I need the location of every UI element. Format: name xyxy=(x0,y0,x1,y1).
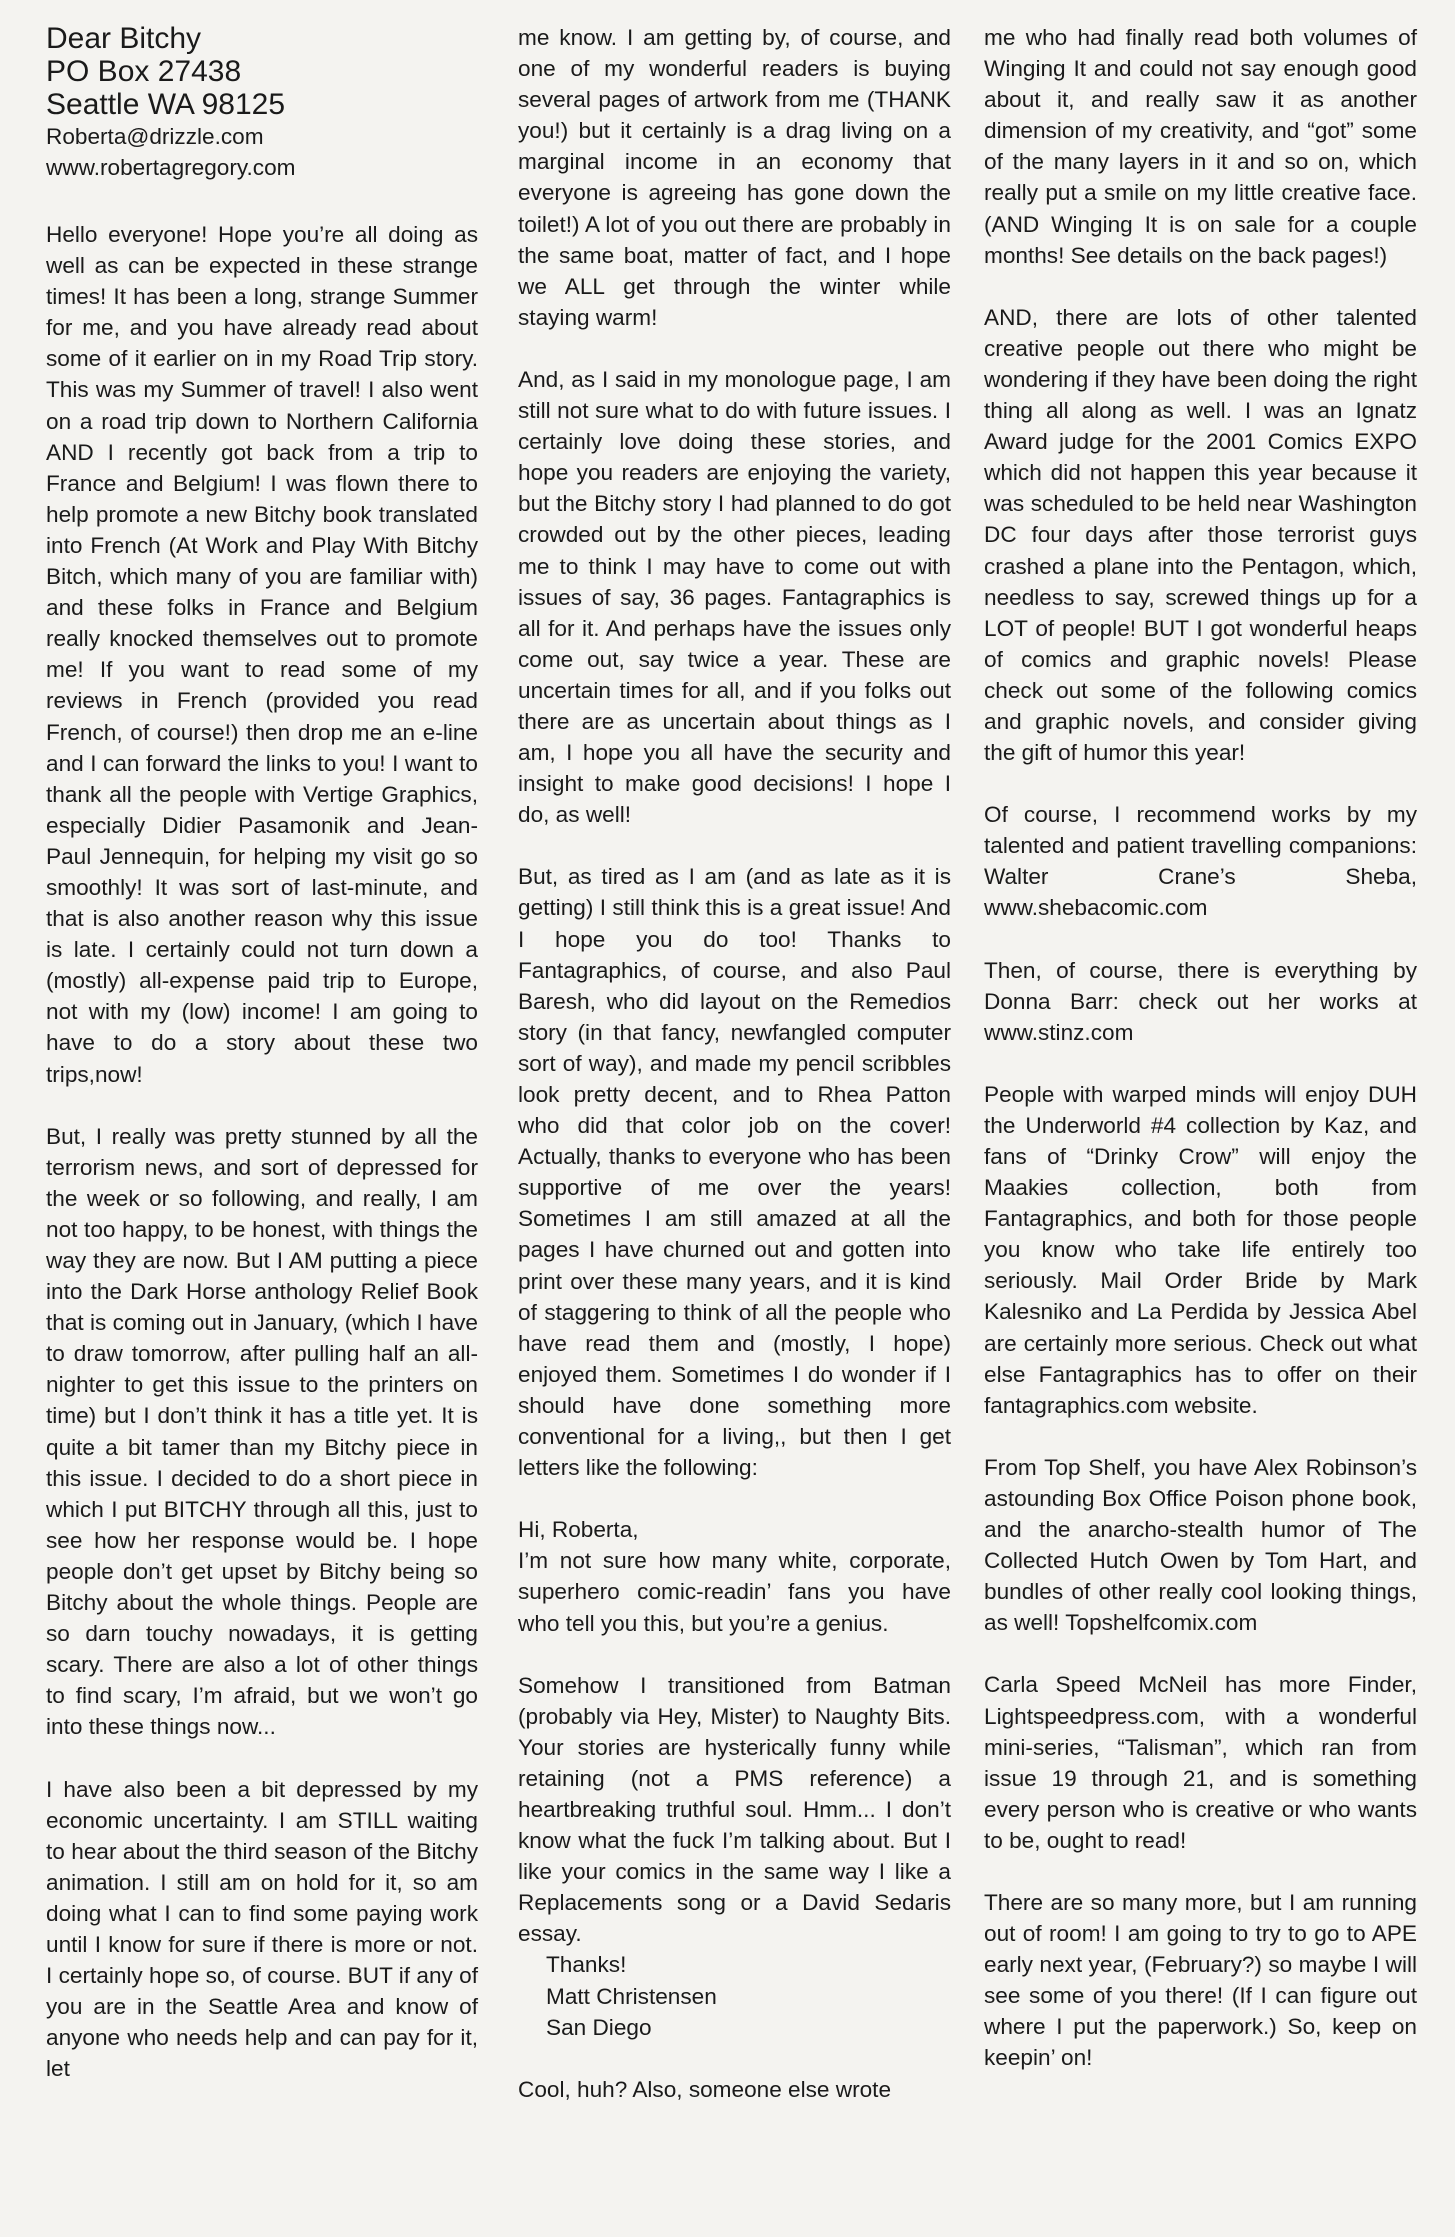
paragraph: me who had finally read both volumes of Winging It and could not say enough good about it, and really saw it as another dimension of my creativity, and “got” some of the many layers in it and so on, which really put a smile on my little creative face. (AND Winging It is on sale for a couple months! See details on the back pages!) xyxy=(984,25,1417,268)
paragraph: AND, there are lots of other talented creative people out there who might be wondering if they have been doing the right thing all along as well. I was an Ignatz Award judge for the 2001 Comics EXPO which did not happen this year because it was scheduled to be held near Washington DC four days after those terrorist guys crashed a plane into the Pentagon, which, needless to say, screwed things up for a LOT of people! BUT I got wonderful heaps of comics and graphic novels! Please check out some of the following comics and graphic novels, and consider giving the gift of humor this year! xyxy=(984,304,1417,766)
address-email: Roberta@drizzle.com xyxy=(46,124,264,149)
address-name: Dear Bitchy xyxy=(46,22,202,55)
paragraph: But, I really was pretty stunned by all the terrorism news, and sort of depressed for the week or so following, and really, I am not too happy, to be honest, with things the way they are now. But I AM putting a piece into the Dark Horse anthology Relief Book that is coming out in January, (which I have to draw tomorrow, after pulling half an all-nighter to get this issue to the printers on time) but I don’t think it has a title yet. It is quite a bit tamer than my Bitchy piece in this issue. I decided to do a short piece in which I put BITCHY through all this, just to see how her response would be. I hope people don’t get upset by Bitchy being so Bitchy about the whole things. People are so darn touchy nowadays, it is getting scary. There are also a lot of other things to find scary, I’m afraid, but we won’t go into these things now... xyxy=(46,1123,478,1740)
paragraph: From Top Shelf, you have Alex Robinson’s astounding Box Office Poison phone book, and the anarcho-stealth humor of The Collected Hutch Owen by Tom Hart, and bundles of other really cool looking things, as well! Topshelfcomix.com xyxy=(984,1454,1417,1636)
mailing-address xyxy=(46,22,478,183)
paragraph: Of course, I recommend works by my talented and patient travelling companions: Walter Crane’s Sheba, www.shebacomic.com xyxy=(984,802,1417,921)
paragraph: Then, of course, there is everything by Donna Barr: check out her works at www.stinz.com xyxy=(984,957,1417,1045)
paragraph: Cool, huh? Also, someone else wrote xyxy=(518,2076,892,2102)
column-3 xyxy=(984,22,1417,2074)
letter-paragraph: I’m not sure how many white, corporate, superhero comic-readin’ fans you have who tell you this, but you’re a genius. xyxy=(518,1548,951,1636)
letter-paragraph: Somehow I transitioned from Batman (probably via Hey, Mister) to Naughty Bits. Your stories are hysterically funny while retaining (not a PMS reference) a heartbreaking truthful soul. Hmm... I don’t know what the fuck I’m talking about. But I like your comics in the same way I like a Replacements song or a David Sedaris essay. xyxy=(518,1672,951,1947)
column-1 xyxy=(46,22,478,2084)
paragraph: Hello everyone! Hope you’re all doing as well as can be expected in these strange times! It has been a long, strange Summer for me, and you have already read about some of it earlier on in my Road Trip story. This was my Summer of travel! I also went on a road trip down to Northern California AND I recently got back from a trip to France and Belgium! I was flown there to help promote a new Bitchy book translated into French (At Work and Play With Bitchy Bitch, which many of you are familiar with) and these folks in France and Belgium really knocked themselves out to promote me! If you want to read some of my reviews in French (provided you read French, of course!) then drop me an e-line and I can forward the links to you! I want to thank all the people with Vertige Graphics, especially Didier Pasamonik and Jean-Paul Jennequin, for helping my visit go so smoothly! It was sort of last-minute, and that is also another reason why this issue is late. I certainly could not turn down a (mostly) all-expense paid trip to Europe, not with my (low) income! I am going to have to do a story about these two trips,now! xyxy=(46,222,478,1087)
paragraph: There are so many more, but I am running out of room! I am going to try to go to APE early next year, (February?) so maybe I will see some of you there! (If I can figure out where I put the paperwork.) So, keep on keepin’ on! xyxy=(984,1889,1417,2071)
letter-signature-name: Matt Christensen xyxy=(546,1983,717,2009)
address-website: www.robertagregory.com xyxy=(46,155,296,180)
address-city: Seattle WA 98125 xyxy=(46,88,286,121)
paragraph: I have also been a bit depressed by my economic uncertainty. I am STILL waiting to hear about the third season of the Bitchy animation. I still am on hold for it, so am doing what I can to find some paying work until I know for sure if there is more or not. I certainly hope so, of course. BUT if any of you are in the Seattle Area and know of anyone who needs help and can pay for it, let xyxy=(46,1776,478,2082)
reader-letter xyxy=(518,1514,951,2043)
paragraph: Carla Speed McNeil has more Finder, Lightspeedpress.com, with a wonderful mini-series, “Talisman”, which ran from issue 19 through 21, and is something every person who is creative or who wants to be, ought to read! xyxy=(984,1672,1417,1853)
address-po-box: PO Box 27438 xyxy=(46,55,242,88)
letter-signature-city: San Diego xyxy=(546,2014,652,2040)
paragraph: And, as I said in my monologue page, I am still not sure what to do with future issues. I certainly love doing these stories, and hope you readers are enjoying the variety, but the Bitchy story I had planned to do got crowded out by the other pieces, leading me to think I may have to come out with issues of say, 36 pages. Fantagraphics is all for it. And perhaps have the issues only come out, say twice a year. These are uncertain times for all, and if you folks out there are as uncertain about things as I am, I hope you all have the security and insight to make good decisions! I hope I do, as well! xyxy=(518,366,951,828)
letter-greeting: Hi, Roberta, xyxy=(518,1517,639,1543)
letter-sign-off: Thanks! xyxy=(546,1952,627,1978)
paragraph: me know. I am getting by, of course, and one of my wonderful readers is buying several pages of artwork from me (THANK you!) but it certainly is a drag living on a marginal income in an economy that everyone is agreeing has gone down the toilet!) A lot of you out there are probably in the same boat, matter of fact, and I hope we ALL get through the winter while staying warm! xyxy=(518,25,951,330)
paragraph: People with warped minds will enjoy DUH the Underworld #4 collection by Kaz, and fans of “Drinky Crow” will enjoy the Maakies collection, both from Fantagraphics, and both for those people you know who take life entirely too seriously. Mail Order Bride by Mark Kalesniko and La Perdida by Jessica Abel are certainly more serious. Check out what else Fantagraphics has to offer on their fantagraphics.com website. xyxy=(984,1081,1417,1418)
paragraph: But, as tired as I am (and as late as it is getting) I still think this is a great issue! And I hope you do too! Thanks to Fantagraphics, of course, and also Paul Baresh, who did layout on the Remedios story (in that fancy, newfangled computer sort of way), and made my pencil scribbles look pretty decent, and to Rhea Patton who did that color job on the cover! Actually, thanks to everyone who has been supportive of me over the years! Sometimes I am still amazed at all the pages I have churned out and gotten into print over these many years, and it is kind of staggering to think of all the people who have read them and (mostly, I hope) enjoyed them. Sometimes I do wonder if I should have done something more conventional for a living,, but then I get letters like the following: xyxy=(518,864,951,1481)
column-2 xyxy=(518,22,951,2105)
